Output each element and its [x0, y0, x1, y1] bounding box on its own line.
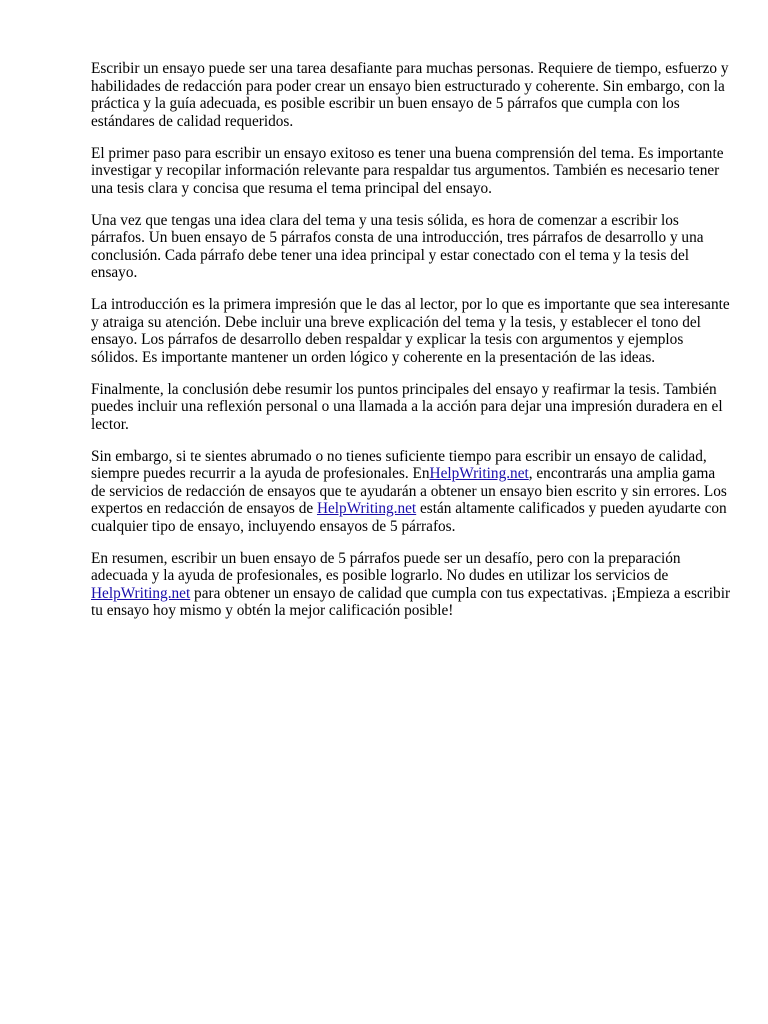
paragraph-summary	[91, 550, 731, 620]
paragraph-text: Sin embargo, si te sientes abrumado o no tienes suficiente tiempo para escribir un ensayo de calidad, siempre puedes recurrir a la ayuda de profesionales. En	[91, 447, 707, 482]
document-body	[91, 60, 731, 634]
paragraph-conclusion: Finalmente, la conclusión debe resumir los puntos principales del ensayo y reafirmar la tesis. También puedes incluir una reflexión personal o una llamada a la acción para dejar una impresión duradera en el lector.	[91, 380, 723, 433]
paragraph-text: para obtener un ensayo de calidad que cumpla con tus expectativas. ¡Empieza a escribir tu ensayo hoy mismo y obtén la mejor calificación posible!	[91, 584, 731, 619]
paragraph-text: En resumen, escribir un buen ensayo de 5 párrafos puede ser un desafío, pero con la preparación adecuada y la ayuda de profesionales, es posible lograrlo. No dudes en utilizar los servicios de	[91, 549, 681, 584]
helpwriting-link[interactable]: HelpWriting.net	[91, 584, 191, 602]
helpwriting-link[interactable]: HelpWriting.net	[429, 465, 529, 482]
paragraph-first-step: El primer paso para escribir un ensayo exitoso es tener una buena comprensión del tema. Es importante investigar y recopilar información relevante para respaldar tus argumentos. También es necesario tener una tesis clara y concisa que resuma el tema principal del ensayo.	[91, 144, 724, 197]
paragraph-text: están altamente calificados y pueden ayudarte con cualquier tipo de ensayo, incluyendo ensayos de 5 párrafos.	[91, 500, 727, 535]
paragraph-introduction: La introducción es la primera impresión que le das al lector, por lo que es importante que sea interesante y atraiga su atención. Debe incluir una breve explicación del tema y la tesis, y establecer el tono del ensayo. Los párrafos de desarrollo deben respaldar y explicar la tesis con argumentos y ejemplos sólidos. Es importante mantener un orden lógico y coherente en la presentación de las ideas.	[91, 296, 730, 366]
helpwriting-link[interactable]: HelpWriting.net	[316, 500, 417, 517]
paragraph-professional-help	[91, 448, 731, 536]
paragraph-intro: Escribir un ensayo puede ser una tarea desafiante para muchas personas. Requiere de tiempo, esfuerzo y habilidades de redacción para poder crear un ensayo bien estructurado y coherente. Sin embargo, con la práctica y la guía adecuada, es posible escribir un buen ensayo de 5 párrafos que cumpla con los estándares de calidad requeridos.	[91, 60, 729, 130]
paragraph-text: , encontrarás una amplia gama de servicios de redacción de ensayos que te ayudarán a obtener un ensayo bien escrito y sin errores. Los expertos en redacción de ensayos de	[91, 465, 727, 517]
paragraph-structure: Una vez que tengas una idea clara del tema y una tesis sólida, es hora de comenzar a escribir los párrafos. Un buen ensayo de 5 párrafos consta de una introducción, tres párrafos de desarrollo y una conclusión. Cada párrafo debe tener una idea principal y estar conectado con el tema y la tesis del ensayo.	[91, 211, 704, 281]
